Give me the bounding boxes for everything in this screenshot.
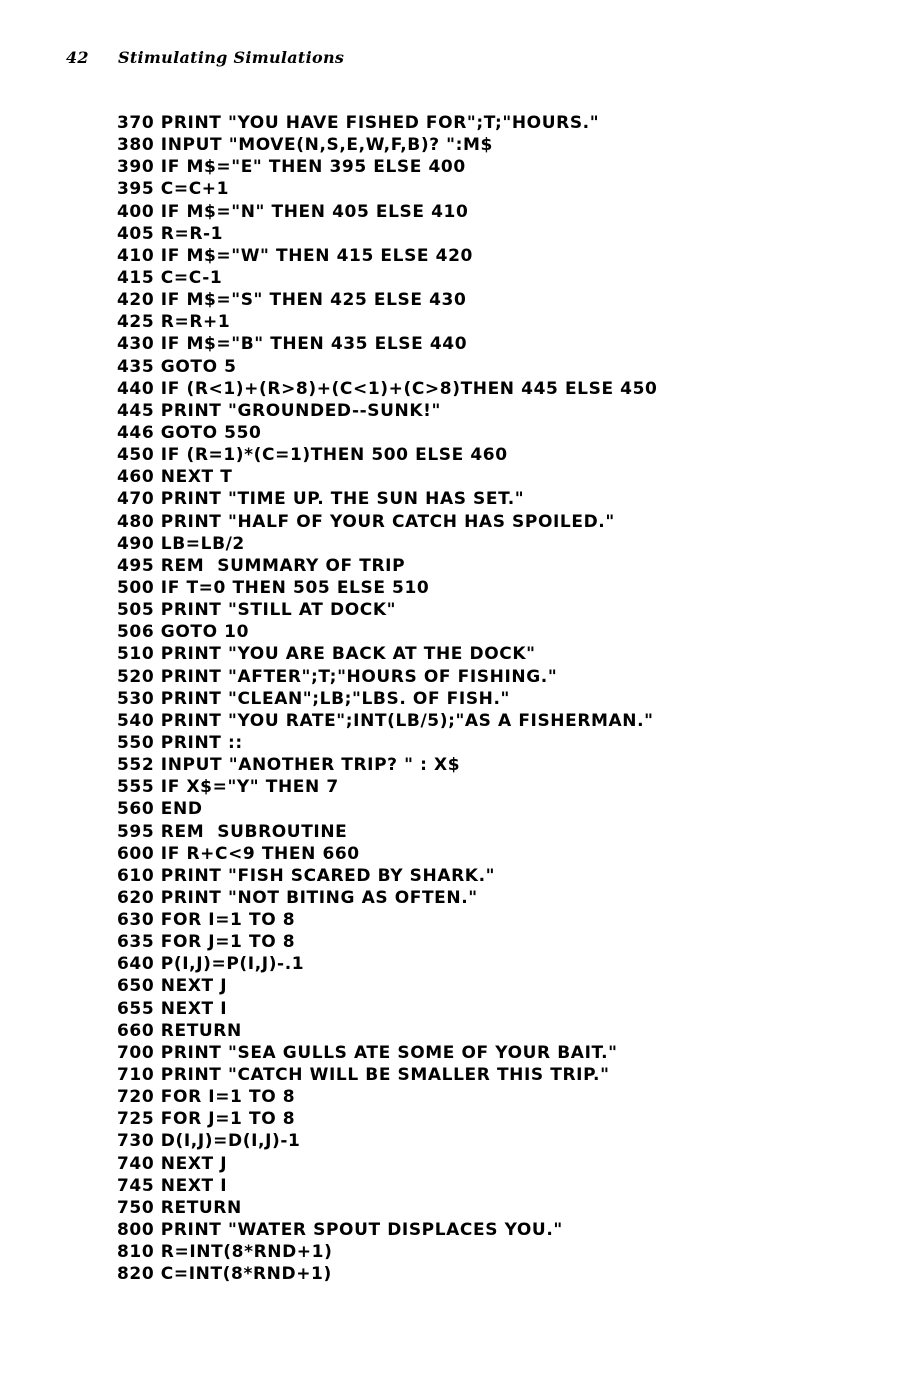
code-line: 470 PRINT "TIME UP. THE SUN HAS SET." bbox=[117, 489, 525, 510]
code-line: 500 IF T=0 THEN 505 ELSE 510 bbox=[117, 577, 430, 598]
code-line: 420 IF M$="S" THEN 425 ELSE 430 bbox=[117, 290, 467, 311]
code-line: 410 IF M$="W" THEN 415 ELSE 420 bbox=[117, 245, 473, 266]
page-header bbox=[66, 48, 344, 67]
page-number: 42 bbox=[66, 48, 89, 67]
code-line: 446 GOTO 550 bbox=[117, 422, 262, 443]
code-line: 480 PRINT "HALF OF YOUR CATCH HAS SPOILED." bbox=[117, 511, 615, 532]
book-title: Stimulating Simulations bbox=[118, 48, 345, 67]
code-line: 595 REM SUBROUTINE bbox=[117, 821, 348, 842]
code-line: 650 NEXT J bbox=[117, 976, 228, 997]
code-line: 810 R=INT(8*RND+1) bbox=[117, 1242, 333, 1263]
code-line: 490 LB=LB/2 bbox=[117, 533, 245, 554]
code-line: 800 PRINT "WATER SPOUT DISPLACES YOU." bbox=[117, 1220, 563, 1241]
code-line: 750 RETURN bbox=[117, 1197, 242, 1218]
code-line: 552 INPUT "ANOTHER TRIP? " : X$ bbox=[117, 755, 461, 776]
code-line: 620 PRINT "NOT BITING AS OFTEN." bbox=[117, 887, 478, 908]
code-line: 610 PRINT "FISH SCARED BY SHARK." bbox=[117, 865, 496, 886]
code-line: 415 C=C-1 bbox=[117, 267, 223, 288]
code-line: 530 PRINT "CLEAN";LB;"LBS. OF FISH." bbox=[117, 688, 511, 709]
code-line: 710 PRINT "CATCH WILL BE SMALLER THIS TRIP." bbox=[117, 1065, 610, 1086]
code-line: 425 R=R+1 bbox=[117, 312, 231, 333]
code-line: 430 IF M$="B" THEN 435 ELSE 440 bbox=[117, 334, 468, 355]
code-line: 540 PRINT "YOU RATE";INT(LB/5);"AS A FISHERMAN." bbox=[117, 710, 654, 731]
code-line: 440 IF (R<1)+(R>8)+(C<1)+(C>8)THEN 445 ELSE 450 bbox=[117, 378, 658, 399]
code-line: 550 PRINT :: bbox=[117, 732, 243, 753]
code-line: 510 PRINT "YOU ARE BACK AT THE DOCK" bbox=[117, 644, 536, 665]
code-line: 505 PRINT "STILL AT DOCK" bbox=[117, 600, 397, 621]
code-line: 600 IF R+C<9 THEN 660 bbox=[117, 843, 360, 864]
code-line: 405 R=R-1 bbox=[117, 223, 224, 244]
code-line: 495 REM SUMMARY OF TRIP bbox=[117, 555, 406, 576]
code-line: 725 FOR J=1 TO 8 bbox=[117, 1109, 296, 1130]
code-line: 520 PRINT "AFTER";T;"HOURS OF FISHING." bbox=[117, 666, 558, 687]
code-line: 660 RETURN bbox=[117, 1020, 242, 1041]
code-line: 450 IF (R=1)*(C=1)THEN 500 ELSE 460 bbox=[117, 445, 508, 466]
code-line: 820 C=INT(8*RND+1) bbox=[117, 1264, 332, 1285]
code-line: 460 NEXT T bbox=[117, 467, 233, 488]
code-line: 745 NEXT I bbox=[117, 1175, 228, 1196]
code-line: 655 NEXT I bbox=[117, 998, 228, 1019]
code-line: 445 PRINT "GROUNDED--SUNK!" bbox=[117, 400, 441, 421]
code-line: 390 IF M$="E" THEN 395 ELSE 400 bbox=[117, 157, 466, 178]
code-line: 700 PRINT "SEA GULLS ATE SOME OF YOUR BAIT." bbox=[117, 1042, 618, 1063]
code-line: 720 FOR I=1 TO 8 bbox=[117, 1087, 296, 1108]
code-line: 635 FOR J=1 TO 8 bbox=[117, 932, 296, 953]
code-line: 435 GOTO 5 bbox=[117, 356, 237, 377]
basic-program-listing bbox=[117, 112, 657, 1285]
code-line: 380 INPUT "MOVE(N,S,E,W,F,B)? ":M$ bbox=[117, 135, 493, 156]
code-line: 630 FOR I=1 TO 8 bbox=[117, 910, 296, 931]
code-line: 730 D(I,J)=D(I,J)-1 bbox=[117, 1131, 301, 1152]
code-line: 506 GOTO 10 bbox=[117, 622, 250, 643]
code-line: 370 PRINT "YOU HAVE FISHED FOR";T;"HOURS." bbox=[117, 113, 600, 133]
code-line: 740 NEXT J bbox=[117, 1153, 228, 1174]
code-line: 395 C=C+1 bbox=[117, 179, 230, 200]
code-line: 400 IF M$="N" THEN 405 ELSE 410 bbox=[117, 201, 469, 222]
code-line: 640 P(I,J)=P(I,J)-.1 bbox=[117, 954, 305, 975]
code-line: 555 IF X$="Y" THEN 7 bbox=[117, 777, 339, 798]
code-line: 560 END bbox=[117, 799, 203, 820]
